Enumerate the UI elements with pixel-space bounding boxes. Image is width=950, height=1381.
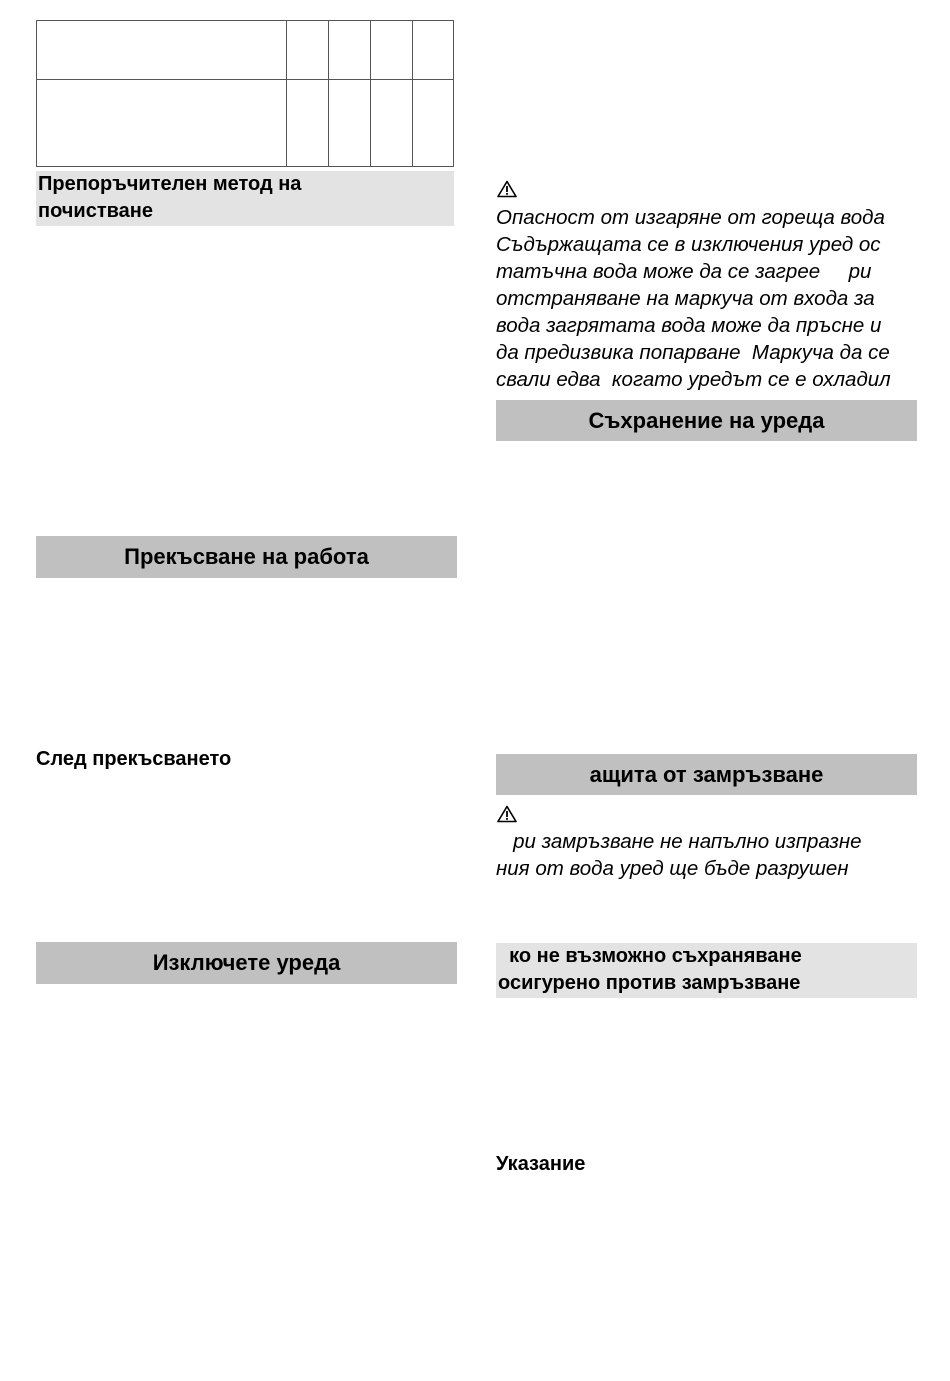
table-cell xyxy=(371,80,413,167)
warning-triangle-icon xyxy=(497,180,517,198)
table-cell xyxy=(37,80,287,167)
interrupt-heading: Прекъсване на работа xyxy=(36,536,457,578)
table-cell xyxy=(413,80,454,167)
after-interrupt-label: След прекъсването xyxy=(36,748,232,770)
frost-warning-text: ри замръзване не напълно изпразне ния от вода уред ще бъде разрушен xyxy=(496,830,862,880)
table-cell xyxy=(329,21,371,80)
frost-storage-heading: ко не възможно съхраняване осигурено против замръзване xyxy=(496,943,917,998)
frost-protection-heading: ащита от замръзване xyxy=(496,754,917,795)
switch-off-heading: Изключете уреда xyxy=(36,942,457,984)
recommended-method-heading: Препоръчителен метод на почистване xyxy=(36,171,454,226)
table-cell xyxy=(413,21,454,80)
table-cell xyxy=(371,21,413,80)
table-cell xyxy=(37,21,287,80)
table-cell xyxy=(287,80,329,167)
storage-heading: Съхранение на уреда xyxy=(496,400,917,441)
note-label: Указание xyxy=(496,1153,586,1175)
table-cell xyxy=(287,21,329,80)
table-cell xyxy=(329,80,371,167)
hot-water-warning-text: Опасност от изгаряне от гореща вода Съдържащата се в изключения уред ос татъчна вода може да се загрее ри отстраняване на маркуча от входа за вода загрятата вода може да пръсне и да предизвика попарване Маркуча да се свали едва когато уредът се е охладил xyxy=(496,206,891,391)
warning-triangle-icon xyxy=(497,805,517,823)
empty-table xyxy=(36,20,454,167)
